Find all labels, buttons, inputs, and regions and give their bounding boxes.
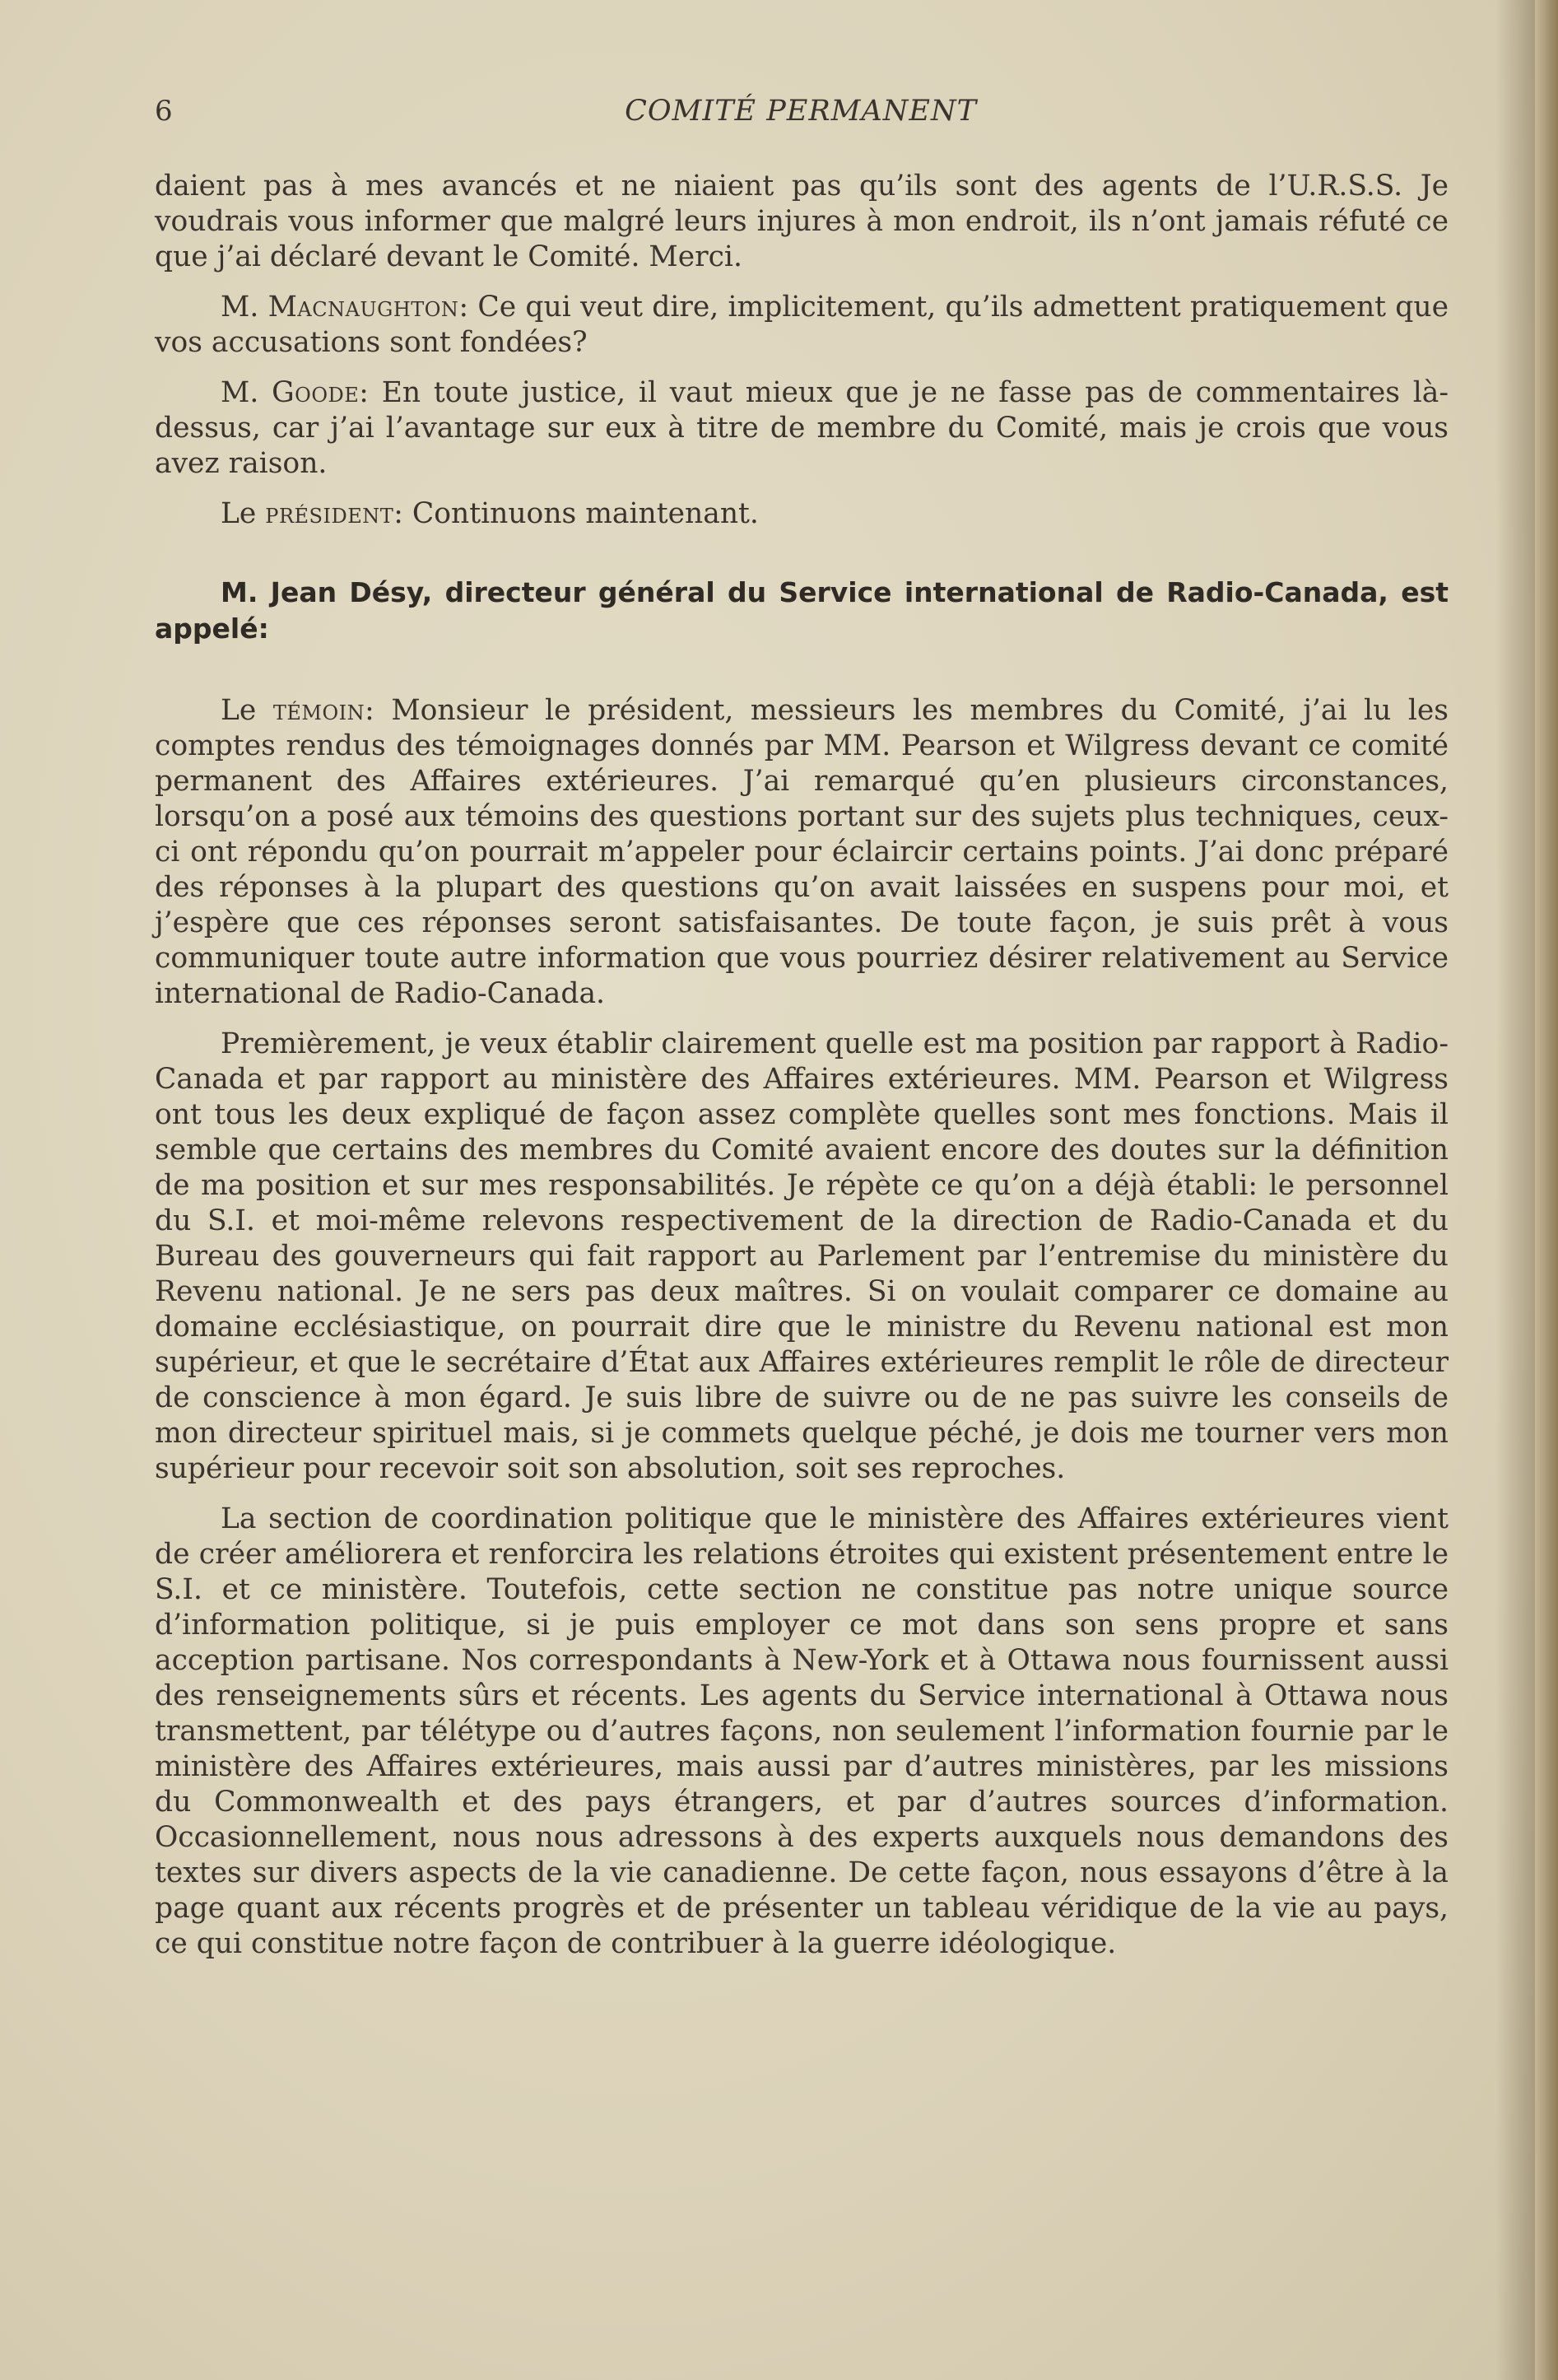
paragraph-continuation: daient pas à mes avancés et ne niaient pas qu’ils sont des agents de l’U.R.S.S. Je voudrais vous informer que malgré leurs injures à mon endroit, ils n’ont jamais réfuté ce que j’ai déclaré devant le Comité. Merci. bbox=[155, 170, 1449, 273]
speech-goode bbox=[155, 375, 1449, 482]
page-number: 6 bbox=[155, 95, 173, 128]
speaker-name: président bbox=[265, 497, 394, 530]
paragraph-position: Premièrement, je veux établir clairement quelle est ma position par rapport à Radio-Canada et par rapport au ministère des Affaires extérieures. MM. Pearson et Wilgress ont tous les deux expliqué de façon assez complète quelles sont mes fonctions. Mais il semble que certains des membres du Comité avaient encore des doutes sur la définition de ma position et sur mes responsabilités. Je répète ce qu’on a déjà établi: le personnel du S.I. et moi-même relevons respectivement de la direction de Radio-Canada et du Bureau des gouverneurs qui fait rapport au Parlement par l’entremise du ministère du Revenu national. Je ne sers pas deux maîtres. Si on voulait comparer ce domaine au domaine ecclésiastique, on pourrait dire que le ministre du Revenu national est mon supérieur, et que le secrétaire d’État aux Affaires extérieures remplit le rôle de directeur de conscience à mon égard. Je suis libre de suivre ou de ne pas suivre les conseils de mon directeur spirituel mais, si je commets quelque péché, je dois me tourner vers mon supérieur pour recevoir soit son absolution, soit ses reproches. bbox=[155, 1027, 1449, 1485]
speaker-name: Goode bbox=[272, 376, 360, 409]
speech-text: : Monsieur le président, messieurs les membres du Comité, j’ai lu les comptes rendus des témoignages donnés par MM. Pearson et Wilgress devant ce comité permanent des Affaires extérieures. J’ai remarqué qu’en plusieurs circonstances, lorsqu’on a posé aux témoins des questions portant sur des sujets plus techniques, ceux-ci ont répondu qu’on pourrait m’appeler pour éclaircir certains points. J’ai donc préparé des réponses à la plupart des questions qu’on avait laissées en suspens pour moi, et j’espère que ces réponses seront satisfaisantes. De toute façon, je suis prêt à vous communiquer toute autre information que vous pourriez désirer relativement au Service international de Radio-Canada. bbox=[155, 694, 1449, 1010]
page-header bbox=[155, 95, 1447, 136]
speaker-name: témoin bbox=[272, 694, 365, 727]
speech-macnaughton bbox=[155, 290, 1449, 361]
speech-president bbox=[155, 496, 1449, 532]
speaker-name: Macnaughton bbox=[267, 291, 459, 324]
speech-text: : En toute justice, il vaut mieux que je ne fasse pas de commentaires là-dessus, car j’ai l’avantage sur eux à titre de membre du Comité, mais je crois que vous avez raison. bbox=[155, 376, 1449, 480]
speaker-prefix: Le bbox=[221, 694, 273, 727]
paragraph-coordination: La section de coordination politique que le ministère des Affaires extérieures vient de créer améliorera et renforcira les relations étroites qui existent présentement entre le S.I. et ce ministère. Toutefois, cette section ne constitue pas notre unique source d’information politique, si je puis employer ce mot dans son sens propre et sans acception partisane. Nos correspondants à New-York et à Ottawa nous fournissent aussi des renseignements sûrs et récents. Les agents du Service international à Ottawa nous transmettent, par télétype ou d’autres façons, non seulement l’information fournie par le ministère des Affaires extérieures, mais aussi par d’autres ministères, par les missions du Commonwealth et des pays étrangers, et par d’autres sources d’information. Occasionnellement, nous nous adressons à des experts auxquels nous demandons des textes sur divers aspects de la vie canadienne. De cette façon, nous essayons d’être à la page quant aux récents progrès et de présenter un tableau véridique de la vie au pays, ce qui constitue notre façon de contribuer à la guerre idéologique. bbox=[155, 1502, 1449, 1960]
speaker-prefix: M. bbox=[221, 291, 268, 324]
speech-text: : Continuons maintenant. bbox=[393, 497, 759, 530]
speaker-prefix: Le bbox=[221, 497, 266, 530]
speech-text: : Ce qui veut dire, implicitement, qu’ils admettent pratiquement que vos accusations sont fondées? bbox=[155, 291, 1449, 359]
speaker-prefix: M. bbox=[221, 376, 272, 409]
book-spine-shadow bbox=[1535, 0, 1558, 2380]
witness-heading: M. Jean Désy, directeur général du Service international de Radio-Canada, est appelé: bbox=[155, 576, 1449, 645]
running-title: COMITÉ PERMANENT bbox=[625, 95, 977, 128]
speech-witness bbox=[155, 693, 1449, 1012]
page-body bbox=[155, 169, 1449, 1977]
